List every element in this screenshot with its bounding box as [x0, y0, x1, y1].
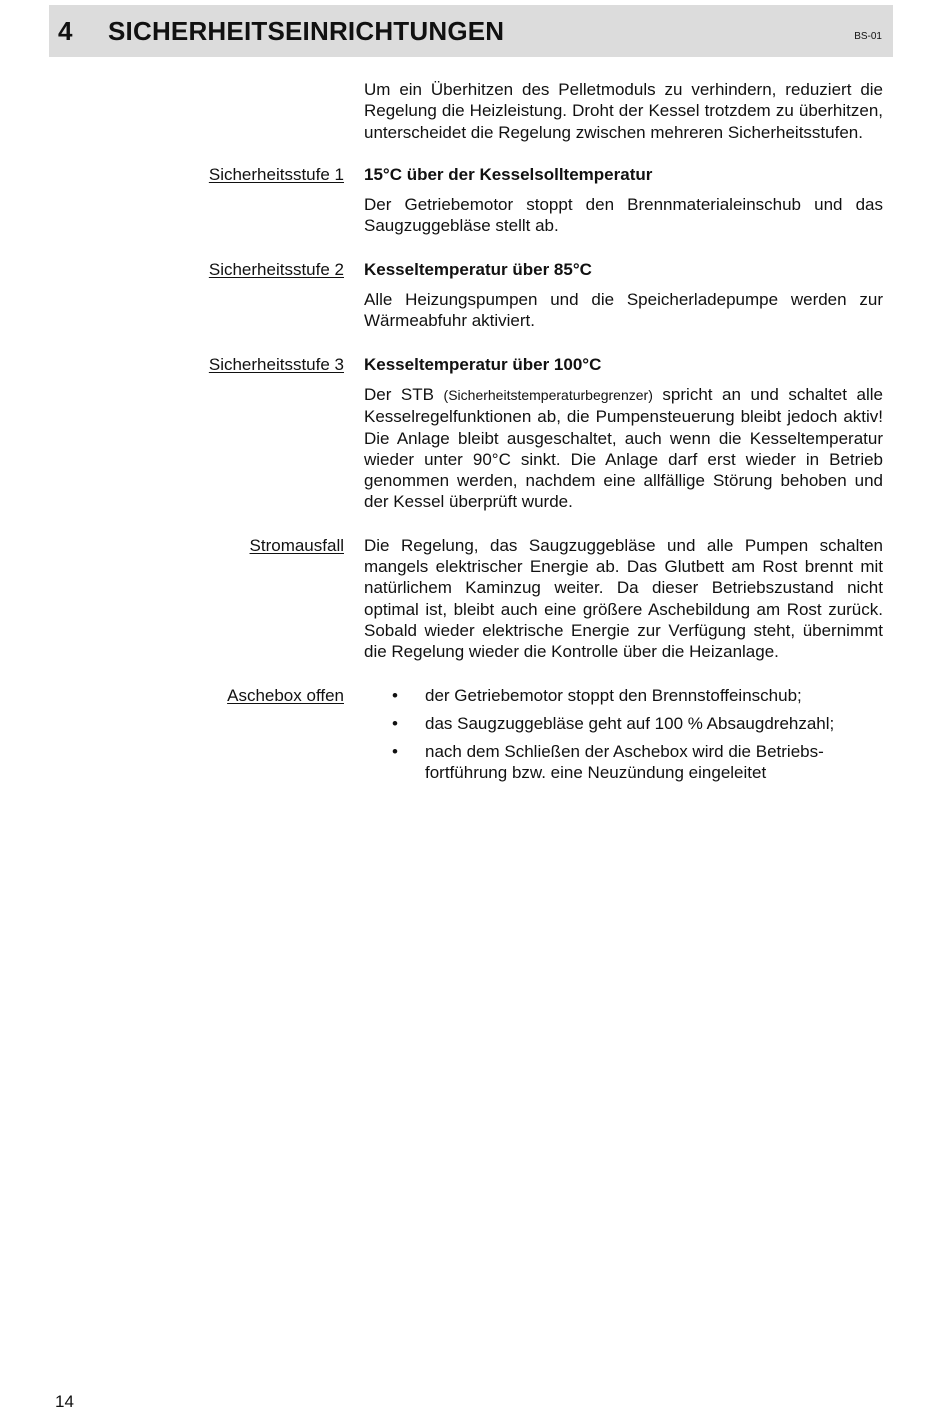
section-text-stufe-2: Alle Heizungspumpen und die Speicherladepumpe werden zur Wärmeabfuhr aktiviert.	[364, 290, 883, 331]
side-label-stufe-2: Sicherheitsstufe 2	[208, 259, 344, 279]
side-label-stufe-3: Sicherheitsstufe 3	[208, 354, 344, 374]
section-stufe-2	[0, 259, 950, 332]
section-text-stufe-1: Der Getriebemotor stoppt den Brennmaterialeinschub und das Saugzuggebläse stellt ab.	[364, 195, 883, 236]
intro-paragraph: Um ein Überhitzen des Pelletmoduls zu verhindern, reduziert die Regelung die Heizleistung. Droht der Kessel trotzdem zu überhitzen, unterscheidet die Regelung zwischen mehreren Sicherheitsstufen.	[364, 80, 883, 142]
side-label-aschebox: Aschebox offen	[227, 685, 344, 705]
text-start: Der STB	[364, 384, 434, 404]
page-number: 14	[55, 1392, 74, 1411]
section-heading-stufe-3: Kesseltemperatur über 100°C	[364, 354, 602, 374]
bullet-icon: •	[392, 713, 398, 733]
stb-abbreviation-expansion: (Sicherheitstemperaturbegrenzer)	[443, 386, 653, 403]
list-item: • das Saugzuggebläse geht auf 100 % Absaugdrehzahl;	[392, 713, 835, 733]
aschebox-list	[364, 685, 883, 784]
document-code: BS-01	[854, 31, 882, 42]
section-text-stufe-3	[364, 384, 883, 513]
chapter-header	[49, 5, 893, 57]
bullet-icon: •	[392, 742, 398, 762]
text-rest: spricht an und schaltet alle Kesselregelfunktionen ab, die Pumpensteuerung bleibt jedoch aktiv! Die Anlage bleibt ausgeschaltet, auch wenn die Kesseltemperatur wieder unter 90°C sinkt. Die Anlage darf erst wieder in Betrieb genommen werden, nachdem eine allfällige Störung behoben und der Kessel überprüft wurde.	[364, 384, 883, 512]
section-heading-stufe-1: 15°C über der Kesselsolltemperatur	[364, 164, 653, 184]
chapter-title: SICHERHEITSEINRICHTUNGEN	[108, 16, 505, 46]
section-heading-stufe-2: Kesseltemperatur über 85°C	[364, 259, 592, 279]
section-stufe-3	[0, 354, 950, 513]
main-content	[0, 79, 950, 791]
chapter-number: 4	[58, 16, 73, 46]
list-item: • der Getriebemotor stoppt den Brennstoffeinschub;	[392, 685, 802, 705]
section-stromausfall	[0, 535, 950, 663]
list-item: • nach dem Schließen der Aschebox wird die Betriebs-fortführung bzw. eine Neuzündung eingeleitet	[392, 742, 824, 783]
side-label-stufe-1: Sicherheitsstufe 1	[208, 164, 344, 184]
section-aschebox	[0, 685, 950, 791]
section-text-stromausfall: Die Regelung, das Saugzuggebläse und alle Pumpen schalten mangels elektrischer Energie ab. Das Glutbett am Rost brennt mit natürlichem Kaminzug weiter. Da dieser Betriebszustand nicht optimal ist, bleibt auch eine größere Aschebildung am Rost zurück. Sobald wieder elektrische Energie zur Verfügung steht, übernimmt die Regelung wieder die Kontrolle über die Heizanlage.	[364, 535, 883, 662]
side-label-stromausfall: Stromausfall	[249, 535, 344, 555]
intro-row	[0, 79, 950, 143]
section-stufe-1	[0, 164, 950, 237]
bullet-icon: •	[392, 685, 398, 705]
intro-spacer	[0, 79, 344, 143]
